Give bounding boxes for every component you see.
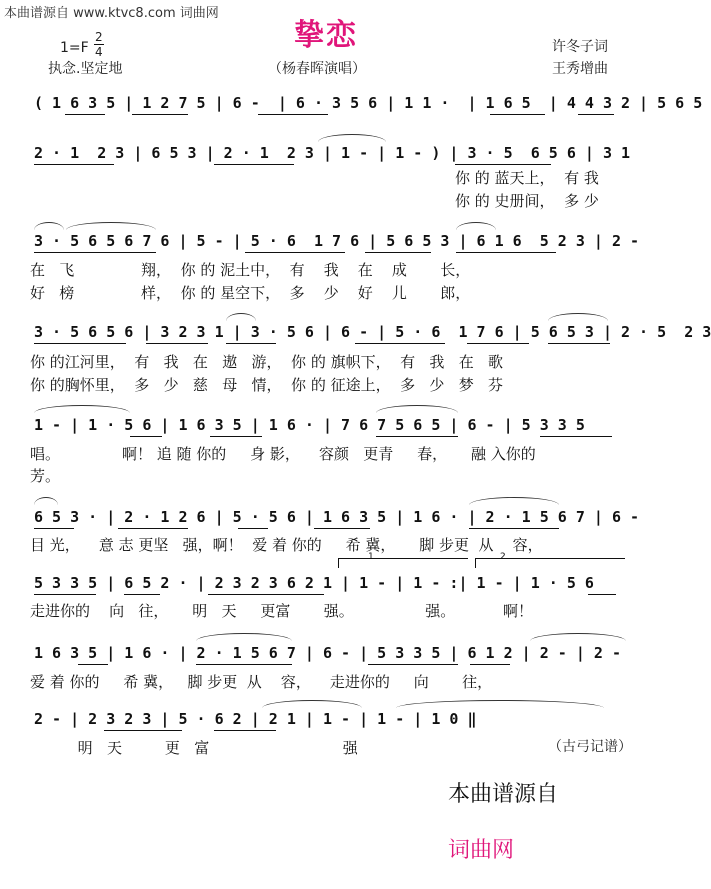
notation-row-8: 1 6 3 5 | 1 6 · | 2 · 1 5 6 7 | 6 - | 5 3 3 5 | 6 1 2 | 2 - | 2 -: [34, 644, 621, 662]
lyrics-row-2-verse-2: 你 的 史册间， 多 少: [455, 192, 599, 210]
lyrics-row-3-verse-1: 在 飞 翔， 你 的 泥土中， 有 我 在 成 长，: [30, 261, 471, 279]
time-sig-bottom: 4: [95, 45, 103, 59]
lyrics-row-8-verse-1: 爱 着 你的 希 冀， 脚 步更 从 容， 走进你的 向 往，: [30, 673, 493, 691]
notation-row-7: 5 3 3 5 | 6 5 2 · | 2 3 2 3 6 2 1 | 1 - | 1 - :| 1 - | 1 · 5 6: [34, 574, 594, 592]
singer-credit: （杨春晖演唱）: [268, 61, 366, 77]
lyrics-row-5-verse-1: 唱。 啊！ 追 随 你的 身 影， 容颜 更青 春， 融 入你的: [30, 445, 536, 463]
lyrics-row-7-verse-1: 走进你的 向 往， 明 天 更富 强。 强。 啊！: [30, 602, 533, 620]
song-title: 挚恋: [294, 18, 358, 53]
notation-row-9: 2 - | 2 3 2 3 | 5 · 6 2 | 2 1 | 1 - | 1 - | 1 0 ‖: [34, 710, 477, 728]
lyricist-credit: 许冬子词: [552, 39, 608, 55]
notation-row-3: 3 · 5 6 5 6 7 6 | 5 - | 5 · 6 1 7 6 | 5 6 5 3 | 6 1 6 5 2 3 | 2 -: [34, 232, 640, 250]
lyrics-row-5-verse-2: 芳。: [30, 467, 61, 485]
watermark-brand-site: 词曲网: [447, 838, 514, 863]
second-ending-mark: 2: [500, 552, 506, 562]
watermark-brand-source: 本曲谱源自: [447, 782, 558, 807]
notation-row-6: 6 5 3 · | 2 · 1 2 6 | 5 · 5 6 | 1 6 3 5 | 1 6 · | 2 · 1 5 6 7 | 6 -: [34, 508, 640, 526]
lyrics-row-9-verse-1: 明 天 更 富 强: [30, 739, 358, 757]
notation-row-5: 1 - | 1 · 5 6 | 1 6 3 5 | 1 6 · | 7 6 7 5 6 5 | 6 - | 5 3 3 5: [34, 416, 585, 434]
key-signature: 1=F: [60, 40, 89, 56]
lyrics-row-6-verse-1: 目 光， 意 志 更坚 强，啊！ 爱 着 你的 希 冀， 脚 步更 从 容，: [30, 536, 543, 554]
watermark-brand: [420, 752, 558, 889]
time-sig-top: 2: [95, 30, 103, 44]
first-ending-mark: 1: [368, 552, 374, 562]
lyrics-row-3-verse-2: 好 榜 样， 你 的 星空下， 多 少 好 儿 郎，: [30, 284, 471, 302]
transcriber-note: （古弓记谱）: [548, 739, 632, 755]
watermark-top: 本曲谱源自 www.ktvc8.com 词曲网: [4, 6, 219, 21]
notation-row-4: 3 · 5 6 5 6 | 3 2 3 1 | 3 · 5 6 | 6 - | 5 · 6 1 7 6 | 5 6 5 3 | 2 · 5 2 3: [34, 323, 711, 341]
lyrics-row-4-verse-2: 你 的胸怀里， 多 少 慈 母 情， 你 的 征途上， 多 少 梦 芬: [30, 376, 504, 394]
lyrics-row-4-verse-1: 你 的江河里， 有 我 在 遨 游， 你 的 旗帜下， 有 我 在 歌: [30, 353, 504, 371]
lyrics-row-2-verse-1: 你 的 蓝天上， 有 我: [455, 169, 599, 187]
composer-credit: 王秀增曲: [552, 61, 608, 77]
notation-row-2: 2 · 1 2 3 | 6 5 3 | 2 · 1 2 3 | 1 - | 1 - ) | 3 · 5 6 5 6 | 3 1: [34, 144, 631, 162]
tempo-marking: 执念.坚定地: [48, 61, 123, 77]
notation-row-1: ( 1 6 3 5 | 1 2 7 5 | 6 - | 6 · 3 5 6 | 1 1 · | 1 6 5 | 4 4 3 2 | 5 6 5: [34, 94, 703, 112]
